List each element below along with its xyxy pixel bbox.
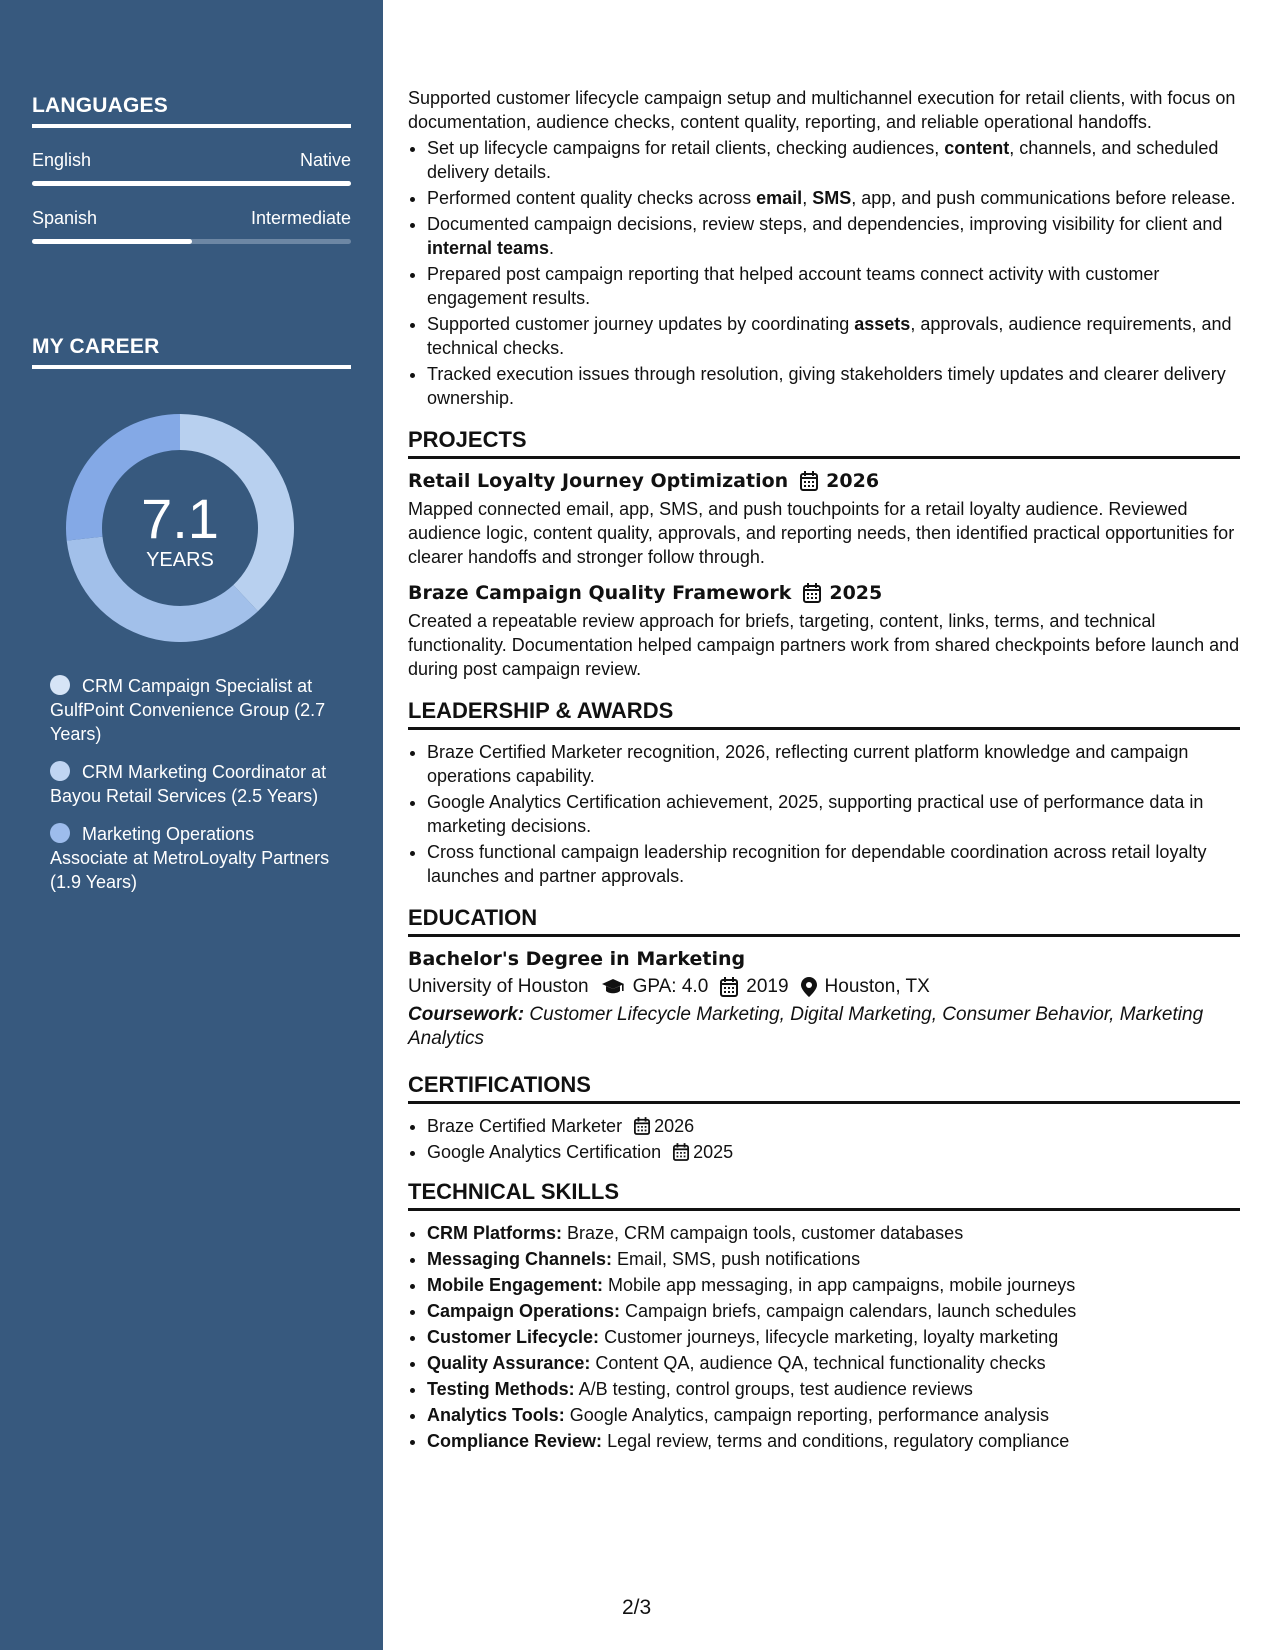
bullet-emphasis: content <box>944 138 1010 158</box>
certification-name: • Braze Certified Marketer <box>427 1116 623 1136</box>
skill-item <box>427 1377 1240 1401</box>
leadership-item: • Google Analytics Certification achievement, 2025, supporting practical use of performance data in marketing decisions. <box>427 790 1240 838</box>
career-item-text: Marketing Operations Associate at MetroLoyalty Partners (1.9 Years) <box>50 824 330 892</box>
language-proficiency-bar <box>32 181 351 186</box>
coursework-text: Customer Lifecycle Marketing, Digital Marketing, Consumer Behavior, Marketing Analytics <box>408 1004 1204 1049</box>
bullet-text: , approvals, audience requirements, and technical checks. <box>427 314 1232 358</box>
summary-bullets <box>408 136 1240 410</box>
education-details <box>408 975 1240 999</box>
calendar-icon <box>800 471 818 491</box>
bullet-text: Tracked execution issues through resolution, giving stakeholders timely updates and clearer delivery ownership. <box>427 364 1226 408</box>
career-donut-chart <box>66 414 294 642</box>
skill-value: Legal review, terms and conditions, regulatory compliance <box>602 1431 1070 1451</box>
bullet-text: Documented campaign decisions, review steps, and dependencies, improving visibility for client and <box>427 214 1223 234</box>
skill-value: Email, SMS, push notifications <box>612 1249 861 1269</box>
certifications-list <box>408 1114 1240 1164</box>
skill-item <box>427 1351 1240 1375</box>
language-proficiency-fill <box>32 239 192 244</box>
skill-value: Braze, CRM campaign tools, customer databases <box>562 1223 964 1243</box>
language-name: English <box>32 150 92 170</box>
certifications-heading: CERTIFICATIONS <box>408 1073 1240 1104</box>
total-years: 7.1 <box>141 487 219 550</box>
certification-item <box>427 1140 1240 1164</box>
leadership-heading: LEADERSHIP & AWARDS <box>408 699 1240 730</box>
summary-bullet <box>427 312 1240 360</box>
certification-year: 2025 <box>693 1142 734 1162</box>
education-degree: Bachelor's Degree in Marketing <box>408 948 746 970</box>
career-list <box>50 674 330 908</box>
calendar-icon <box>634 1117 650 1135</box>
skills-list <box>408 1221 1240 1453</box>
main-content <box>408 86 1240 1455</box>
language-item-english <box>32 150 351 186</box>
skill-label: Testing Methods: <box>427 1379 575 1399</box>
career-section <box>32 335 351 369</box>
coursework-label: Coursework: <box>408 1004 525 1025</box>
education-section <box>408 906 1240 1051</box>
leadership-item: • Braze Certified Marketer recognition, 2026, reflecting current platform knowledge and campaign operations capability. <box>427 740 1240 788</box>
skill-value: A/B testing, control groups, test audience reviews <box>574 1379 973 1399</box>
calendar-icon <box>803 583 821 603</box>
bullet-text: Set up lifecycle campaigns for retail clients, checking audiences, <box>427 138 945 158</box>
skill-item <box>427 1403 1240 1427</box>
summary-bullet <box>427 186 1240 210</box>
skill-value: Campaign briefs, campaign calendars, launch schedules <box>620 1301 1077 1321</box>
skill-label: Campaign Operations: <box>427 1301 621 1321</box>
career-item <box>50 822 330 894</box>
summary-bullet <box>427 212 1240 260</box>
career-item-text: CRM Campaign Specialist at GulfPoint Convenience Group (2.7 Years) <box>50 676 326 744</box>
summary-bullet <box>427 362 1240 410</box>
project-year: 2025 <box>829 582 883 604</box>
skill-label: Quality Assurance: <box>427 1353 591 1373</box>
skill-label: Analytics Tools: <box>427 1405 565 1425</box>
career-dot-icon <box>50 823 70 843</box>
calendar-icon <box>673 1143 689 1161</box>
bullet-text: , <box>802 188 813 208</box>
bullet-text: . <box>549 238 555 258</box>
career-item <box>50 760 330 808</box>
project-year: 2026 <box>826 470 880 492</box>
leadership-list <box>408 740 1240 888</box>
bullet-emphasis: SMS <box>812 188 852 208</box>
bullet-emphasis: internal teams <box>427 238 550 258</box>
summary-bullet <box>427 262 1240 310</box>
graduation-cap-icon <box>601 978 625 996</box>
skill-item <box>427 1247 1240 1271</box>
project-item <box>408 469 1240 569</box>
bullet-emphasis: assets <box>854 314 911 334</box>
leadership-section <box>408 699 1240 888</box>
languages-section <box>32 94 351 244</box>
certifications-section <box>408 1073 1240 1164</box>
skill-value: Google Analytics, campaign reporting, performance analysis <box>564 1405 1049 1425</box>
skills-heading: TECHNICAL SKILLS <box>408 1180 1240 1211</box>
sidebar <box>0 0 383 1650</box>
skill-value: Content QA, audience QA, technical functionality checks <box>590 1353 1046 1373</box>
leadership-item: • Cross functional campaign leadership recognition for dependable coordination across retail loyalty launches and partner approvals. <box>427 840 1240 888</box>
career-item <box>50 674 330 746</box>
skill-item <box>427 1221 1240 1245</box>
skill-item <box>427 1273 1240 1297</box>
project-title: Retail Loyalty Journey Optimization <box>408 470 789 492</box>
education-year: 2019 <box>746 976 789 997</box>
career-heading: MY CAREER <box>32 335 351 369</box>
projects-heading: PROJECTS <box>408 428 1240 459</box>
education-location: Houston, TX <box>824 976 930 997</box>
skill-item <box>427 1429 1240 1453</box>
skill-value: Mobile app messaging, in app campaigns, mobile journeys <box>603 1275 1076 1295</box>
summary-bullet <box>427 136 1240 184</box>
certification-year: 2026 <box>654 1116 695 1136</box>
language-proficiency-fill <box>32 181 351 186</box>
education-heading: EDUCATION <box>408 906 1240 937</box>
bullet-text: Performed content quality checks across <box>427 188 757 208</box>
career-item-text: CRM Marketing Coordinator at Bayou Retail Services (2.5 Years) <box>50 762 327 806</box>
skills-section <box>408 1180 1240 1453</box>
education-gpa: GPA: 4.0 <box>632 976 709 997</box>
calendar-icon <box>720 977 738 997</box>
certification-name: • Google Analytics Certification <box>427 1142 662 1162</box>
skill-label: Mobile Engagement: <box>427 1275 604 1295</box>
project-description: Created a repeatable review approach for briefs, targeting, content, links, terms, and technical functionality. Documentation helped campaign partners work from shared checkpoints before launch and during post campaign review. <box>408 611 1240 679</box>
language-name: Spanish <box>32 208 98 228</box>
bullet-text: Prepared post campaign reporting that helped account teams connect activity with customer engagement results. <box>427 264 1160 308</box>
location-pin-icon <box>801 977 817 997</box>
language-level: Native <box>299 150 351 170</box>
certification-item <box>427 1114 1240 1138</box>
bullet-emphasis: email <box>756 188 803 208</box>
skill-item <box>427 1325 1240 1349</box>
summary-intro: Supported customer lifecycle campaign setup and multichannel execution for retail clients, with focus on documentation, audience checks, content quality, reporting, and reliable operational handoffs. <box>408 88 1236 132</box>
skill-label: CRM Platforms: <box>427 1223 563 1243</box>
skill-item <box>427 1299 1240 1323</box>
bullet-text: , channels, and scheduled delivery details. <box>427 138 1219 182</box>
language-level: Intermediate <box>250 208 351 228</box>
skill-label: Compliance Review: <box>427 1431 603 1451</box>
project-item <box>408 581 1240 681</box>
projects-section <box>408 428 1240 681</box>
project-title: Braze Campaign Quality Framework <box>408 582 792 604</box>
skill-label: Customer Lifecycle: <box>427 1327 600 1347</box>
years-label: YEARS <box>146 549 214 571</box>
career-dot-icon <box>50 761 70 781</box>
career-dot-icon <box>50 675 70 695</box>
language-item-spanish <box>32 208 351 244</box>
skill-value: Customer journeys, lifecycle marketing, loyalty marketing <box>599 1327 1059 1347</box>
bullet-text: , app, and push communications before release. <box>851 188 1236 208</box>
project-description: Mapped connected email, app, SMS, and push touchpoints for a retail loyalty audience. Reviewed audience logic, content quality, approvals, and reporting needs, then identified practical opportunities for clearer handoffs and stronger follow through. <box>408 499 1235 567</box>
language-proficiency-bar <box>32 239 351 244</box>
skill-label: Messaging Channels: <box>427 1249 613 1269</box>
languages-heading: LANGUAGES <box>32 94 351 128</box>
education-coursework <box>408 1003 1240 1051</box>
page-number: 2/3 <box>622 1596 652 1619</box>
bullet-text: Supported customer journey updates by coordinating <box>427 314 855 334</box>
education-school: University of Houston <box>408 976 589 997</box>
